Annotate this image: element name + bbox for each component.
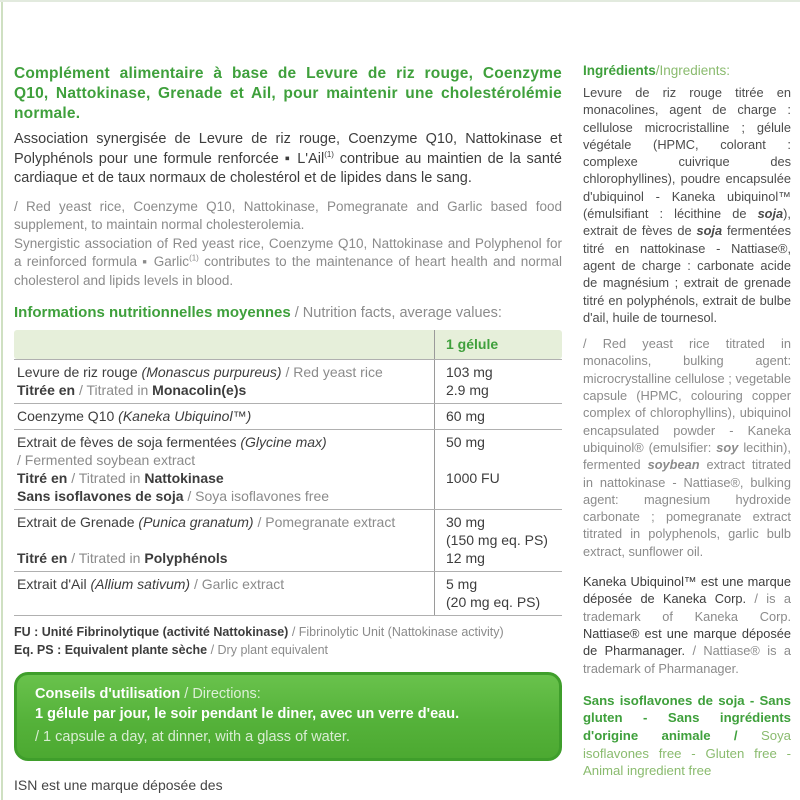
claims-fr: Sans isoflavones de soja - Sans gluten - Sans ingrédients d'origine animale / bbox=[583, 692, 791, 743]
row-label-line bbox=[17, 363, 426, 381]
label-en: / Garlic extract bbox=[190, 576, 285, 592]
row-label-line bbox=[17, 487, 426, 505]
trademark-kaneka-en: / is a trademark of Kaneka Corp. bbox=[583, 591, 791, 624]
label-latin: (Allium sativum) bbox=[90, 576, 191, 592]
value-line: 103 mg bbox=[446, 364, 493, 380]
directions-title-en: / Directions: bbox=[180, 686, 261, 702]
section-title-en: / Nutrition facts, average values: bbox=[290, 305, 502, 321]
footnote-en: / Fibrinolytic Unit (Nattokinase activity) bbox=[288, 625, 504, 639]
value-line: 5 mg bbox=[446, 576, 478, 592]
value-line: 1000 FU bbox=[446, 470, 500, 486]
row-label-cell bbox=[14, 572, 434, 615]
directions-line-en: / 1 capsule a day, at dinner, with a glass of water. bbox=[35, 729, 350, 745]
label-latin: (Monascus purpureus) bbox=[141, 364, 282, 380]
table-header-value-cell bbox=[434, 330, 562, 359]
label-line-spacer bbox=[17, 531, 426, 549]
label-bold: Nattokinase bbox=[144, 470, 224, 486]
value-line: (20 mg eq. PS) bbox=[446, 594, 541, 610]
value-line: 50 mg bbox=[446, 434, 485, 450]
row-label-line bbox=[17, 381, 426, 399]
footnote-en: / Dry plant equivalent bbox=[207, 643, 329, 657]
row-label-line bbox=[17, 407, 426, 425]
directions-box bbox=[14, 672, 562, 761]
ingredients-title-fr: Ingrédients bbox=[583, 63, 656, 78]
label-fr: Extrait de fèves de soja fermentées bbox=[17, 434, 241, 450]
description-fr bbox=[14, 130, 562, 189]
label-fr-bold: Titré en bbox=[17, 550, 68, 566]
row-label-line bbox=[17, 451, 426, 469]
label-en: / Soya isoflavones free bbox=[183, 488, 330, 504]
label-en: / Titrated in bbox=[67, 550, 145, 566]
ingredients-en-text: lecithin), fermented bbox=[583, 439, 791, 473]
label-en: / Red yeast rice bbox=[281, 364, 383, 380]
row-value-cell bbox=[434, 510, 562, 571]
description-en-line2 bbox=[14, 235, 562, 291]
allergen-soja: soja bbox=[757, 206, 784, 222]
table-row-fermented-soybean bbox=[14, 429, 562, 509]
label-fr-bold: Titré en bbox=[17, 470, 68, 486]
left-edge-line bbox=[1, 0, 3, 800]
row-label-cell bbox=[14, 510, 434, 571]
nutrition-section-title bbox=[14, 303, 562, 323]
trademark-kaneka-fr: Kaneka Ubiquinol™ est une marque déposée de Kaneka Corp. bbox=[583, 574, 791, 607]
trademark-nattiase-en: / Nattiase® is a trademark of Pharmanager. bbox=[583, 643, 791, 676]
label-fr-bold: Sans isoflavones de soja bbox=[17, 488, 184, 504]
label-fr-bold: Titrée en bbox=[17, 382, 76, 398]
table-header-empty-cell bbox=[14, 330, 434, 359]
description-en bbox=[14, 198, 562, 291]
ingredients-fr-text: Levure de riz rouge titrée en monacolines, agent de charge : cellulose microcristalline ; gélule végétale (HPMC, colorant : complexe cuivrique des chlorophyllines), poudre encapsulée d'ubiquinol - Kaneka ubiquinol™ (émulsifiant : lécithine de bbox=[583, 85, 791, 222]
label-fr: Levure de riz rouge bbox=[17, 364, 142, 380]
ingredients-fr-text: fermentées titré en nattokinase - Nattiase®, agent de charge : carbonate acide de magnésium ; extrait de grenade titré en polyphénols, extrait de bulbe d'ail, huile de tournesol. bbox=[583, 223, 792, 325]
row-label-line bbox=[17, 469, 426, 487]
label-en: / Pomegranate extract bbox=[253, 514, 396, 530]
label-fr: Extrait d'Ail bbox=[17, 576, 91, 592]
footnote-ref: (1) bbox=[189, 253, 199, 263]
footnote-fr: Eq. PS : Equivalent plante sèche bbox=[14, 643, 208, 657]
label-fr: Extrait de Grenade bbox=[17, 514, 139, 530]
description-fr-text: Association synergisée de Levure de riz rouge, Coenzyme Q10, Nattokinase et Polyphénols pour une formule renforcée ▪ L'Ail bbox=[14, 131, 562, 167]
value-line: 30 mg bbox=[446, 514, 485, 530]
row-label-line bbox=[17, 549, 426, 567]
value-line-spacer bbox=[446, 451, 562, 469]
value-line: 60 mg bbox=[446, 408, 485, 424]
label-latin: (Glycine max) bbox=[240, 434, 327, 450]
ingredients-en bbox=[583, 335, 791, 560]
allergen-soybean: soybean bbox=[647, 457, 700, 473]
claims-en: Soya isoflavones free - Gluten free - Animal ingredient free bbox=[583, 727, 791, 779]
label-en: / Fermented soybean extract bbox=[17, 452, 196, 468]
row-value-cell bbox=[434, 360, 562, 403]
row-label-cell bbox=[14, 404, 434, 429]
ingredients-fr bbox=[583, 84, 791, 326]
trademark-nattiase-fr: Nattiase® est une marque déposée de Pharmanager. bbox=[583, 625, 791, 659]
row-label-cell bbox=[14, 430, 434, 509]
section-title-fr: Informations nutritionnelles moyennes bbox=[14, 304, 291, 321]
product-claim-title-fr: Complément alimentaire à base de Levure de riz rouge, Coenzyme Q10, Nattokinase, Grenade et Ail, pour maintenir une cholestérolémie normale. bbox=[14, 65, 562, 122]
main-column bbox=[14, 64, 562, 793]
description-en-text: Synergistic association of Red yeast rice, Coenzyme Q10, Nattokinase and Polyphenol for a reinforced formula ▪ Garlic bbox=[14, 235, 562, 269]
label-latin: (Punica granatum) bbox=[138, 514, 254, 530]
label-latin: (Kaneka Ubiquinol™) bbox=[118, 408, 252, 424]
row-label-line bbox=[17, 513, 426, 531]
footnote-fu bbox=[14, 623, 562, 641]
table-footnotes bbox=[14, 623, 562, 659]
label-en: / Titrated in bbox=[67, 470, 145, 486]
directions-title-fr: Conseils d'utilisation bbox=[35, 686, 181, 702]
column-header: 1 gélule bbox=[446, 336, 499, 352]
description-fr-text-2: contribue au maintien de la santé cardiaque et de taux normaux de cholestérol et de lipides dans le sang. bbox=[14, 150, 562, 186]
label-bold: Polyphénols bbox=[144, 550, 228, 566]
row-value-cell bbox=[434, 404, 562, 429]
trademark-notices bbox=[583, 573, 791, 677]
row-value-cell bbox=[434, 430, 562, 509]
top-edge-line bbox=[0, 0, 800, 2]
row-label-line bbox=[17, 433, 426, 451]
nutrition-table bbox=[14, 330, 562, 616]
ingredients-title bbox=[583, 62, 791, 80]
row-label-cell bbox=[14, 360, 434, 403]
table-row-pomegranate bbox=[14, 509, 562, 571]
value-line: (150 mg eq. PS) bbox=[446, 532, 548, 548]
ingredients-en-text: / Red yeast rice titrated in monacolins, bulking agent: microcrystalline cellulose ; vegetable capsule (HPMC, colouring copper complex of chlorophyllins), ubiquinol encapsulated powder - Kaneka ubiquinol® (emulsifier: bbox=[583, 336, 791, 455]
directions-line-fr: 1 gélule par jour, le soir pendant le diner, avec un verre d'eau. bbox=[35, 706, 460, 722]
label-en: / Titrated in bbox=[75, 382, 153, 398]
allergen-soja: soja bbox=[696, 223, 723, 239]
allergen-soy: soy bbox=[716, 439, 739, 455]
footnote-ref: (1) bbox=[324, 149, 334, 159]
table-header-row bbox=[14, 330, 562, 359]
directions-title bbox=[35, 684, 543, 704]
footnote-fr: FU : Unité Fibrinolytique (activité Nattokinase) bbox=[14, 625, 289, 639]
value-line: 2.9 mg bbox=[446, 382, 489, 398]
row-label-line bbox=[17, 575, 426, 593]
description-en-line1: / Red yeast rice, Coenzyme Q10, Nattokinase, Pomegranate and Garlic based food supplement, to maintain normal cholesterolemia. bbox=[14, 198, 562, 232]
table-row-red-yeast-rice bbox=[14, 359, 562, 403]
table-row-garlic bbox=[14, 571, 562, 615]
description-en-text-2: contributes to the maintenance of heart health and normal cholesterol and lipids levels in blood. bbox=[14, 254, 562, 288]
footnote-eqps bbox=[14, 641, 562, 659]
value-line: 12 mg bbox=[446, 550, 485, 566]
ingredients-column bbox=[583, 62, 791, 780]
ingredients-fr-text: ), extrait de fèves de bbox=[583, 206, 791, 239]
ingredients-en-text: extract titrated in nattokinase - Nattiase®, bulking agent: magnesium hydroxide carbonate ; pomegranate extract titrated in polyphenols, garlic bulb extract, sunflower oil. bbox=[583, 457, 791, 559]
free-from-claims bbox=[583, 692, 791, 780]
bottom-trademark-text: ISN est une marque déposée des bbox=[14, 777, 223, 793]
ingredients-title-en: /Ingredients: bbox=[655, 63, 731, 78]
table-row-coenzyme-q10 bbox=[14, 403, 562, 429]
label-fr: Coenzyme Q10 bbox=[17, 408, 119, 424]
row-value-cell bbox=[434, 572, 562, 615]
label-bold: Monacolin(e)s bbox=[152, 382, 247, 398]
